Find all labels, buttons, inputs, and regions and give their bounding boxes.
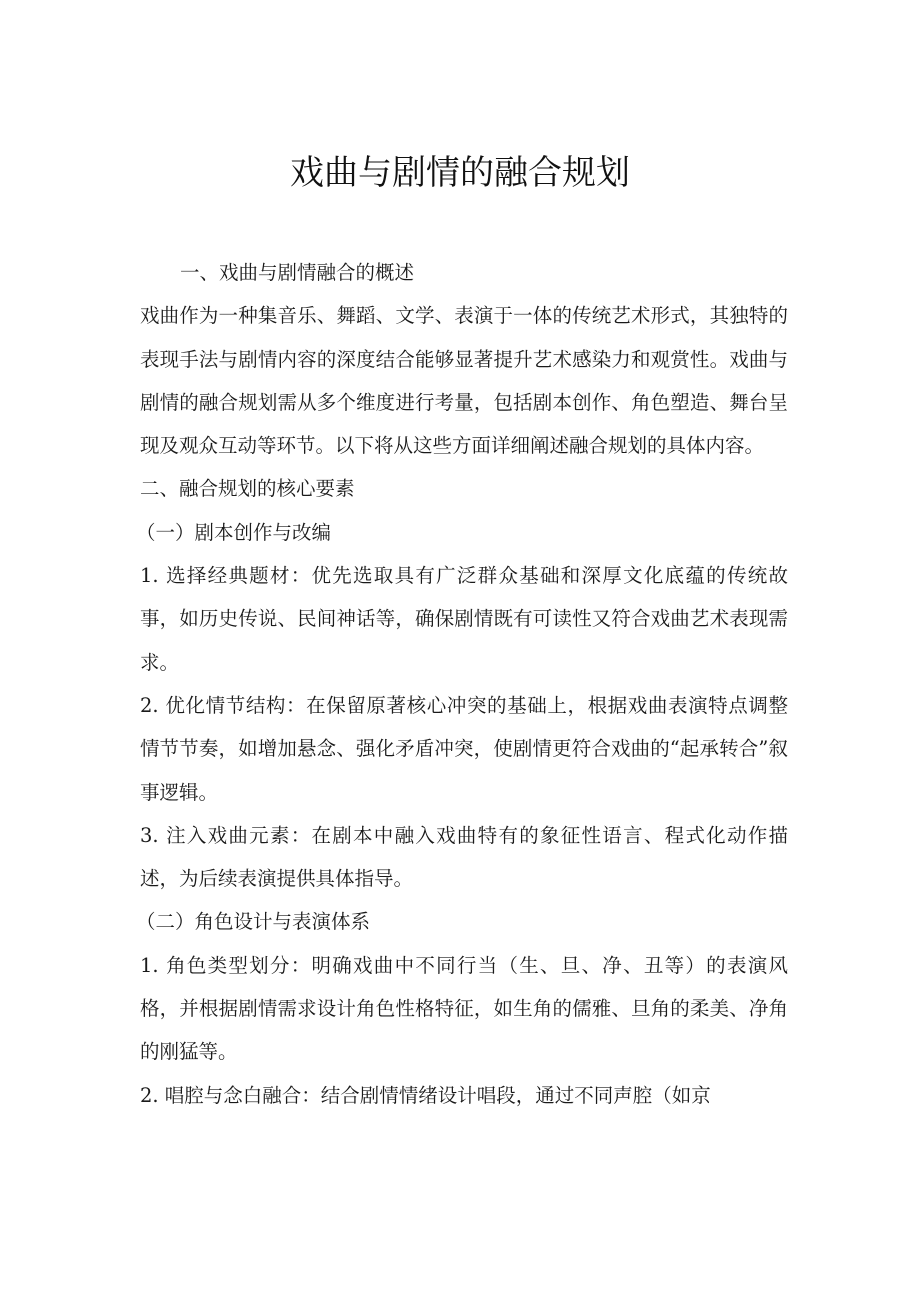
list-item-script-3: 3. 注入戏曲元素：在剧本中融入戏曲特有的象征性语言、程式化动作描述，为后续表演提供具体指导。 xyxy=(140,823,788,891)
section-heading-core-elements: 二、融合规划的核心要素 xyxy=(140,477,355,501)
list-item-script-2: 2. 优化情节结构：在保留原著核心冲突的基础上，根据戏曲表演特点调整情节节奏，如增加悬念、强化矛盾冲突，使剧情更符合戏曲的“起承转合”叙事逻辑。 xyxy=(140,693,788,804)
subsection-heading-roles: （二）角色设计与表演体系 xyxy=(136,910,371,934)
subsection-heading-script: （一）剧本创作与改编 xyxy=(136,520,332,544)
document-body xyxy=(136,251,788,1117)
document-title: 戏曲与剧情的融合规划 xyxy=(290,153,630,193)
paragraph-overview: 戏曲作为一种集音乐、舞蹈、文学、表演于一体的传统艺术形式，其独特的表现手法与剧情内容的深度结合能够显著提升艺术感染力和观赏性。戏曲与剧情的融合规划需从多个维度进行考量，包括剧本创作、角色塑造、舞台呈现及观众互动等环节。以下将从这些方面详细阐述融合规划的具体内容。 xyxy=(140,304,788,458)
list-item-roles-2: 2. 唱腔与念白融合：结合剧情情绪设计唱段，通过不同声腔（如京 xyxy=(140,1083,711,1107)
list-item-roles-1: 1. 角色类型划分：明确戏曲中不同行当（生、旦、净、丑等）的表演风格，并根据剧情需求设计角色性格特征，如生角的儒雅、旦角的柔美、净角的刚猛等。 xyxy=(140,953,788,1064)
section-heading-overview: 一、戏曲与剧情融合的概述 xyxy=(180,261,415,284)
list-item-script-1: 1. 选择经典题材：优先选取具有广泛群众基础和深厚文化底蕴的传统故事，如历史传说、民间神话等，确保剧情既有可读性又符合戏曲艺术表现需求。 xyxy=(140,564,788,674)
